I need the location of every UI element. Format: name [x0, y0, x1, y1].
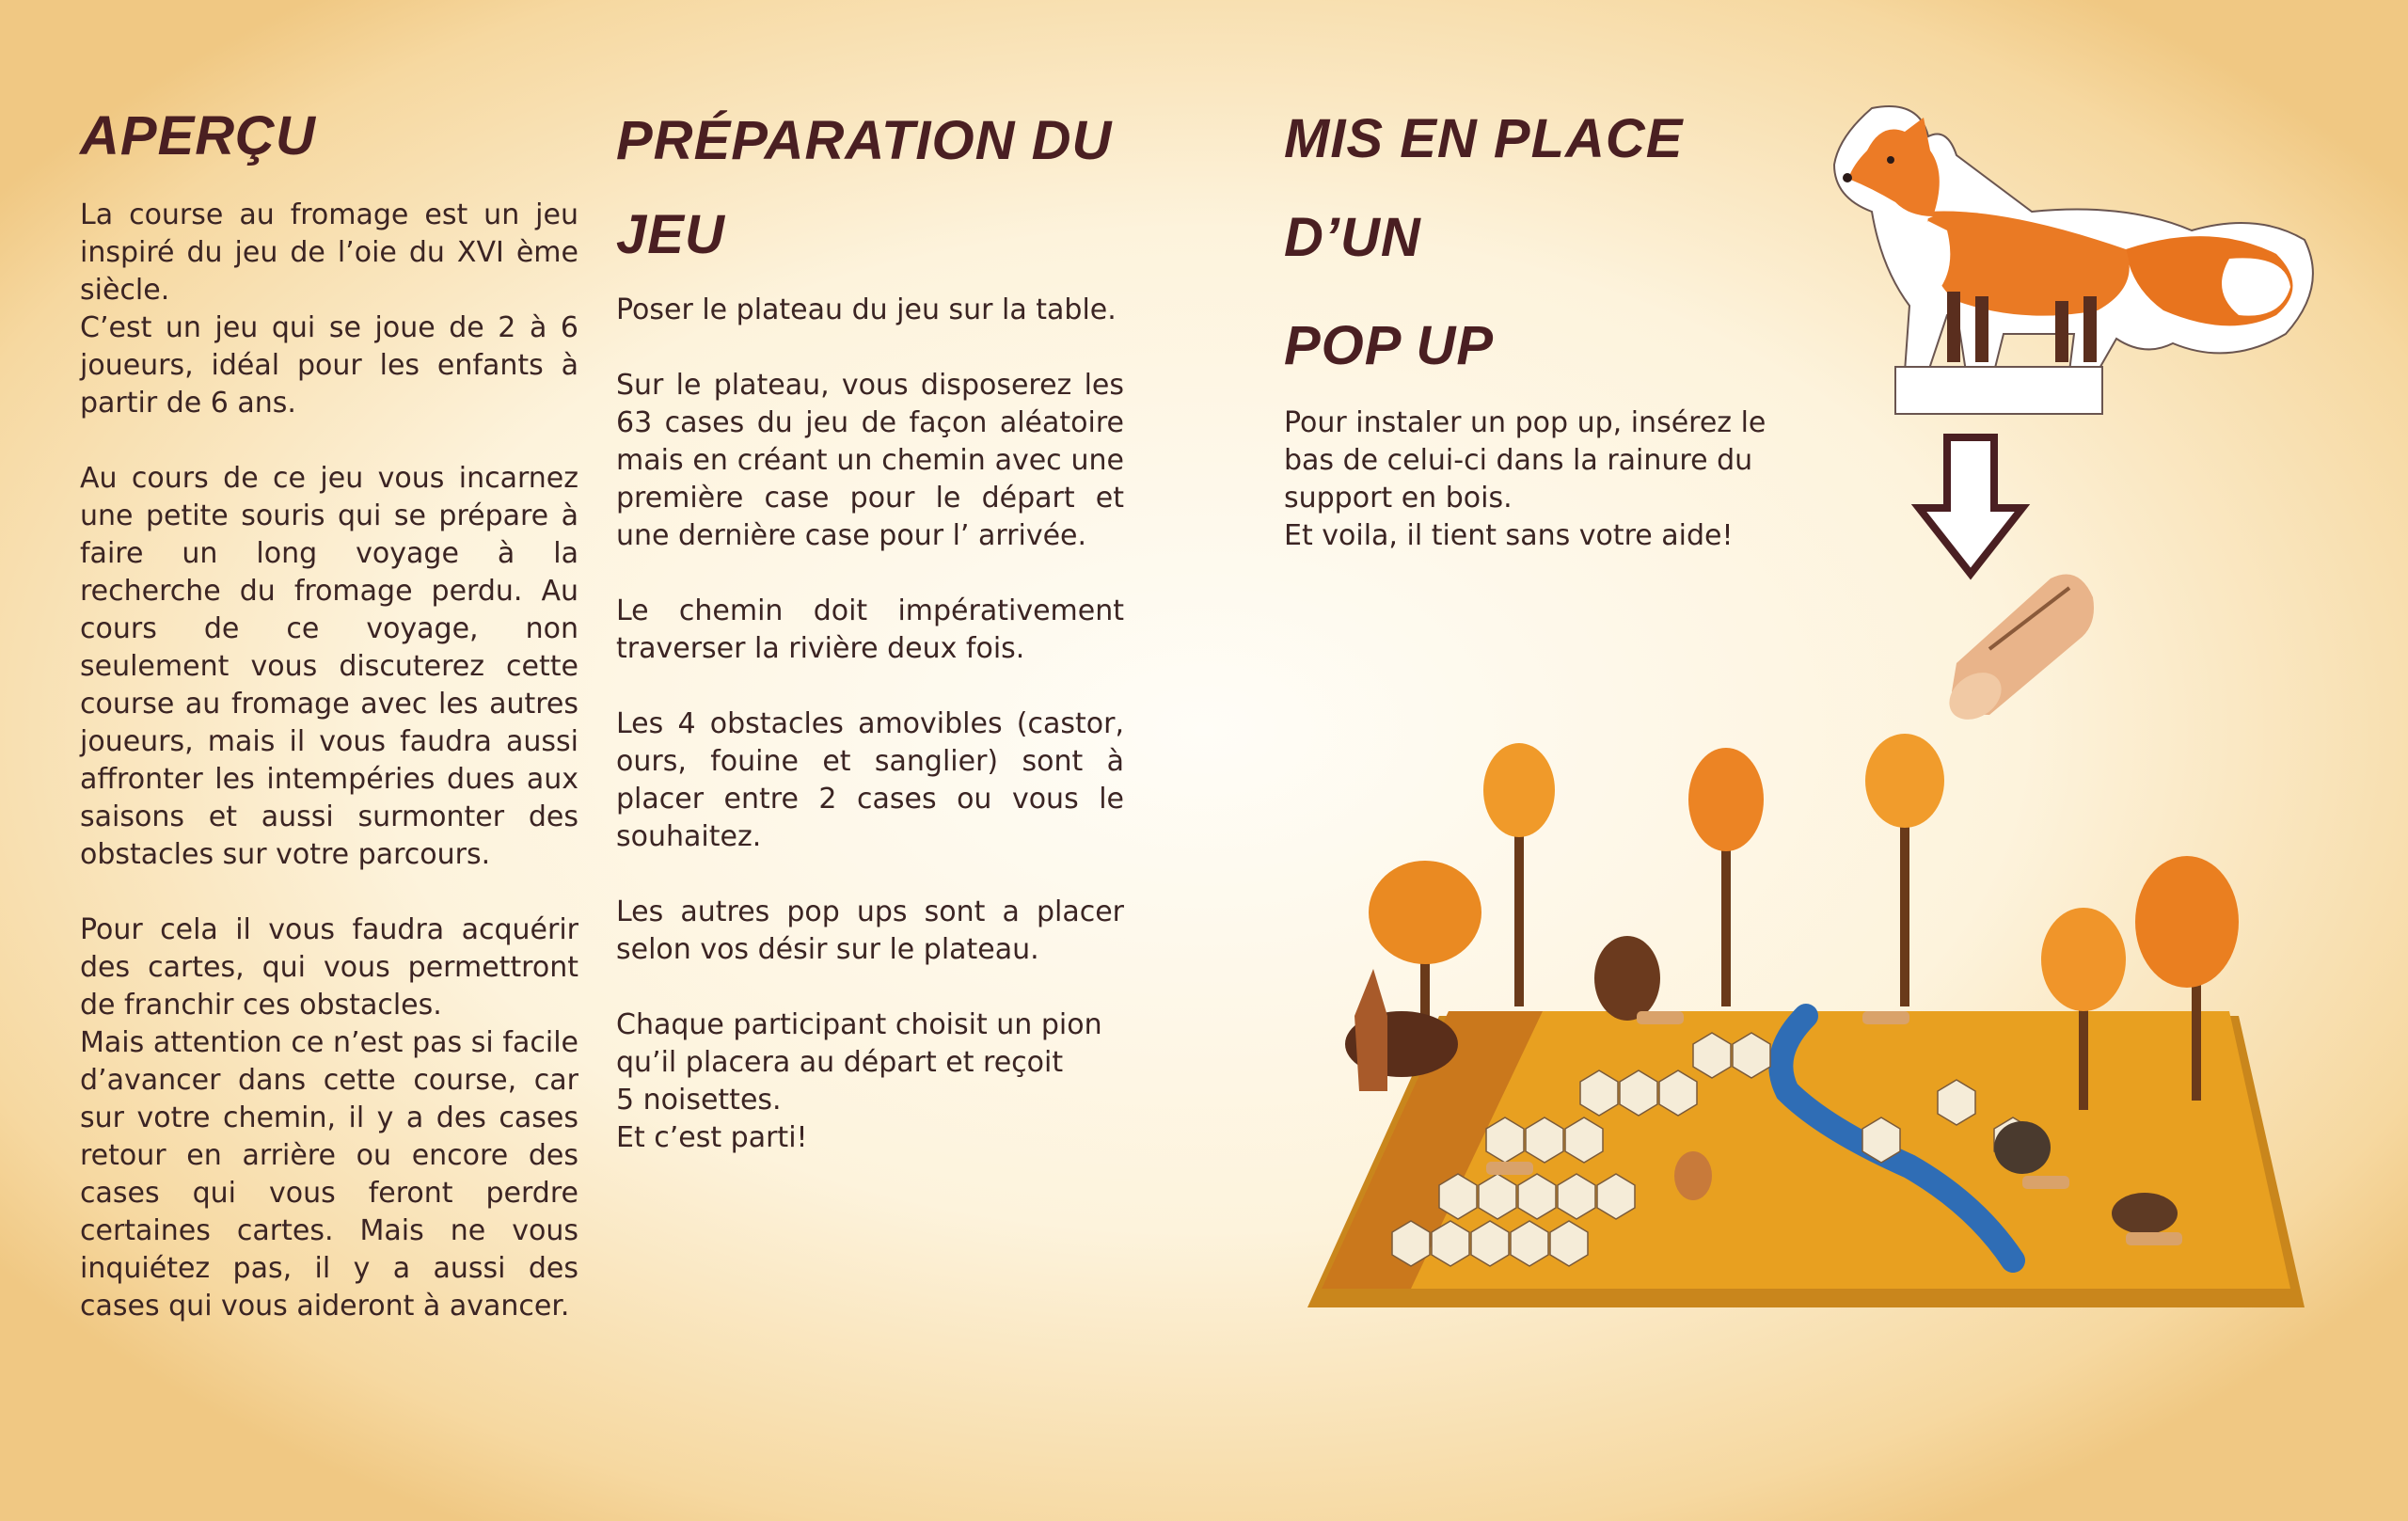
fox-leg-3 — [2055, 301, 2068, 362]
game-board-illustration — [1298, 734, 2314, 1317]
fox-base-tab — [1895, 367, 2102, 414]
tree-foliage — [1865, 734, 1944, 828]
popup-heading-line1: MIS EN PLACE D’UN — [1284, 108, 1684, 268]
fox-leg-2 — [1975, 296, 1988, 362]
board-bear — [1594, 936, 1660, 1021]
preparation-heading: PRÉPARATION DU JEU — [616, 110, 1113, 265]
down-arrow-icon — [1909, 433, 2032, 583]
tree-foliage — [1483, 743, 1555, 837]
apercu-paragraph-1: La course au fromage est un jeu inspiré du jeu de l’oie du XVI ème siècle. C’est un jeu qui se joue de 2 à 6 joueurs, idéal pour les enfants à partir de 6 ans. — [80, 198, 578, 420]
board-raccoon — [1994, 1121, 2051, 1174]
board-deer — [1354, 969, 1387, 1091]
preparation-paragraph-5: Les autres pop ups sont a placer selon vos désir sur le plateau. — [616, 895, 1124, 966]
tree-foliage — [2041, 908, 2126, 1011]
wooden-support-illustration — [1938, 564, 2107, 720]
apercu-heading: APERÇU — [80, 105, 316, 166]
tree-foliage — [1369, 861, 1481, 964]
apercu-paragraph-3: Pour cela il vous faudra acquérir des cartes, qui vous permettront de franchir ces obstacles. Mais attention ce n’est pas si facile d’avancer dans cette course, car sur votre chemin, il y a des cases retour en arrière ou encore des cases qui vous feront perdre certaines cartes. Mais ne vous inquiétez pas, il y a aussi des cases qui vous aideront à avancer. — [80, 913, 578, 1323]
tree-foliage — [1688, 748, 1764, 851]
preparation-paragraph-2: Sur le plateau, vous disposerez les 63 cases du jeu de façon aléatoire mais en créant un chemin avec une première case pour le départ et une dernière case pour l’ arrivée. — [616, 369, 1124, 552]
preparation-paragraph-6: Chaque participant choisit un pion qu’il placera au départ et reçoit 5 noisettes. Et c’est parti! — [616, 1008, 1102, 1154]
fox-popup-illustration — [1815, 99, 2323, 419]
fox-leg-4 — [2083, 296, 2097, 362]
board-hedgehog — [2112, 1193, 2178, 1234]
section-preparation — [616, 94, 1124, 1195]
apercu-paragraph-2: Au cours de ce jeu vous incarnez une petite souris qui se prépare à faire un long voyage à la recherche du fromage perdu. Au cours de ce voyage, non seulement vous discuterez cette course au fromage avec les autres joueurs, mais il vous faudra aussi affronter les intempéries dues aux saisons et aussi surmonter des obstacles sur votre parcours. — [80, 462, 578, 871]
popup-heading-line2: POP UP — [1284, 315, 1495, 376]
section-apercu — [80, 89, 578, 1363]
popup-paragraph: Pour instaler un pop up, insérez le bas de celui-ci dans la rainure du support en bois. Et voila, il tient sans votre aide! — [1284, 406, 1766, 552]
section-popup — [1284, 89, 1792, 593]
preparation-paragraph-1: Poser le plateau du jeu sur la table. — [616, 293, 1117, 326]
tree-foliage — [2135, 856, 2239, 988]
fox-leg-1 — [1947, 292, 1960, 362]
board-mouse — [1674, 1151, 1712, 1200]
fox-nose — [1843, 173, 1852, 182]
preparation-paragraph-4: Les 4 obstacles amovibles (castor, ours, fouine et sanglier) sont à placer entre 2 cases ou vous le souhaitez. — [616, 707, 1124, 853]
preparation-paragraph-3: Le chemin doit impérativement traverser la rivière deux fois. — [616, 594, 1124, 665]
fox-eye — [1887, 156, 1894, 164]
